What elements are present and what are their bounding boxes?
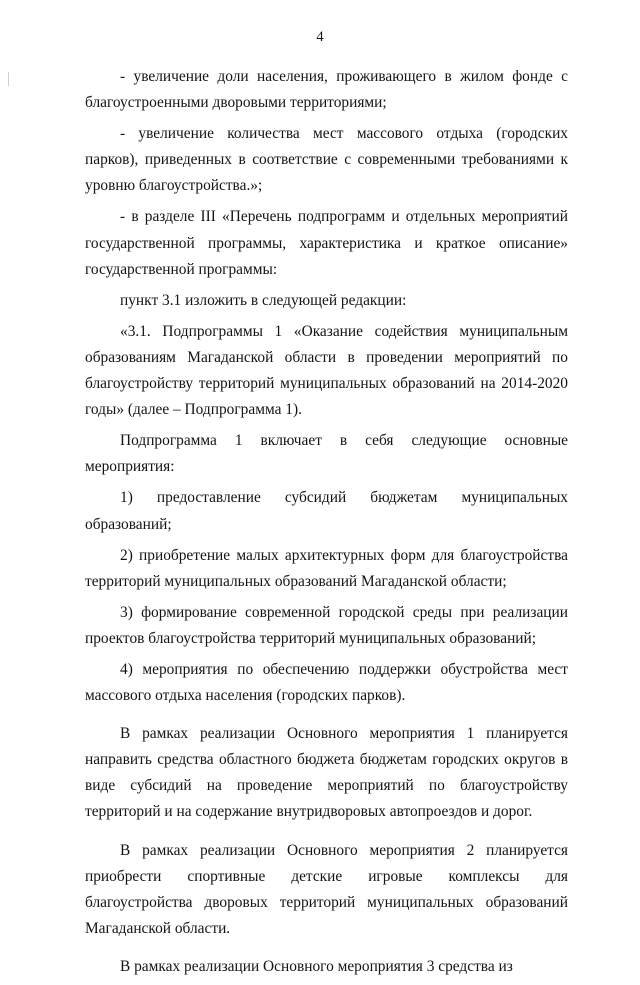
page-number: 4 [316, 29, 324, 45]
scan-edge-mark [8, 72, 9, 86]
paragraph: В рамках реализации Основного мероприятия 1 планируется направить средства областного бюджета бюджетам городских округов в виде субсидий на проведение мероприятий по благоустройству территорий и на содержание внутридворовых автопроездов и дорог. [85, 725, 568, 821]
paragraph: В рамках реализации Основного мероприятия 3 средства из [120, 957, 513, 975]
paragraph: 3) формирование современной городской среды при реализации проектов благоустройства территорий муниципальных образований; [85, 603, 568, 647]
paragraph: «3.1. Подпрограммы 1 «Оказание содействия муниципальным образованиям Магаданской области в проведении мероприятий по благоустройству территорий муниципальных образований на 2014-2020 годы» (далее – Подпрограмма 1). [85, 322, 568, 419]
paragraph: 2) приобретение малых архитектурных форм для благоустройства территорий муниципальных образований Магаданской области; [85, 546, 568, 590]
document-body [85, 64, 568, 985]
paragraph: - увеличение количества мест массового отдыха (городских парков), приведенных в соответствие с современными требованиями к уровню благоустройства.»; [85, 125, 568, 195]
paragraph: пункт 3.1 изложить в следующей редакции: [120, 291, 407, 309]
paragraph: В рамках реализации Основного мероприятия 2 планируется приобрести спортивные детские игровые комплексы для благоустройства дворовых территорий муниципальных образований Магаданской области. [85, 841, 568, 937]
paragraph: 1) предоставление субсидий бюджетам муниципальных образований; [85, 489, 568, 533]
paragraph: - в разделе III «Перечень подпрограмм и отдельных мероприятий государственной программы, характеристика и краткое описание» государственной программы: [85, 208, 568, 278]
paragraph: Подпрограмма 1 включает в себя следующие основные мероприятия: [85, 432, 568, 476]
paragraph: 4) мероприятия по обеспечению поддержки обустройства мест массового отдыха населения (городских парков). [85, 660, 568, 705]
paragraph: - увеличение доли населения, проживающего в жилом фонде с благоустроенными дворовыми территориями; [85, 68, 568, 112]
